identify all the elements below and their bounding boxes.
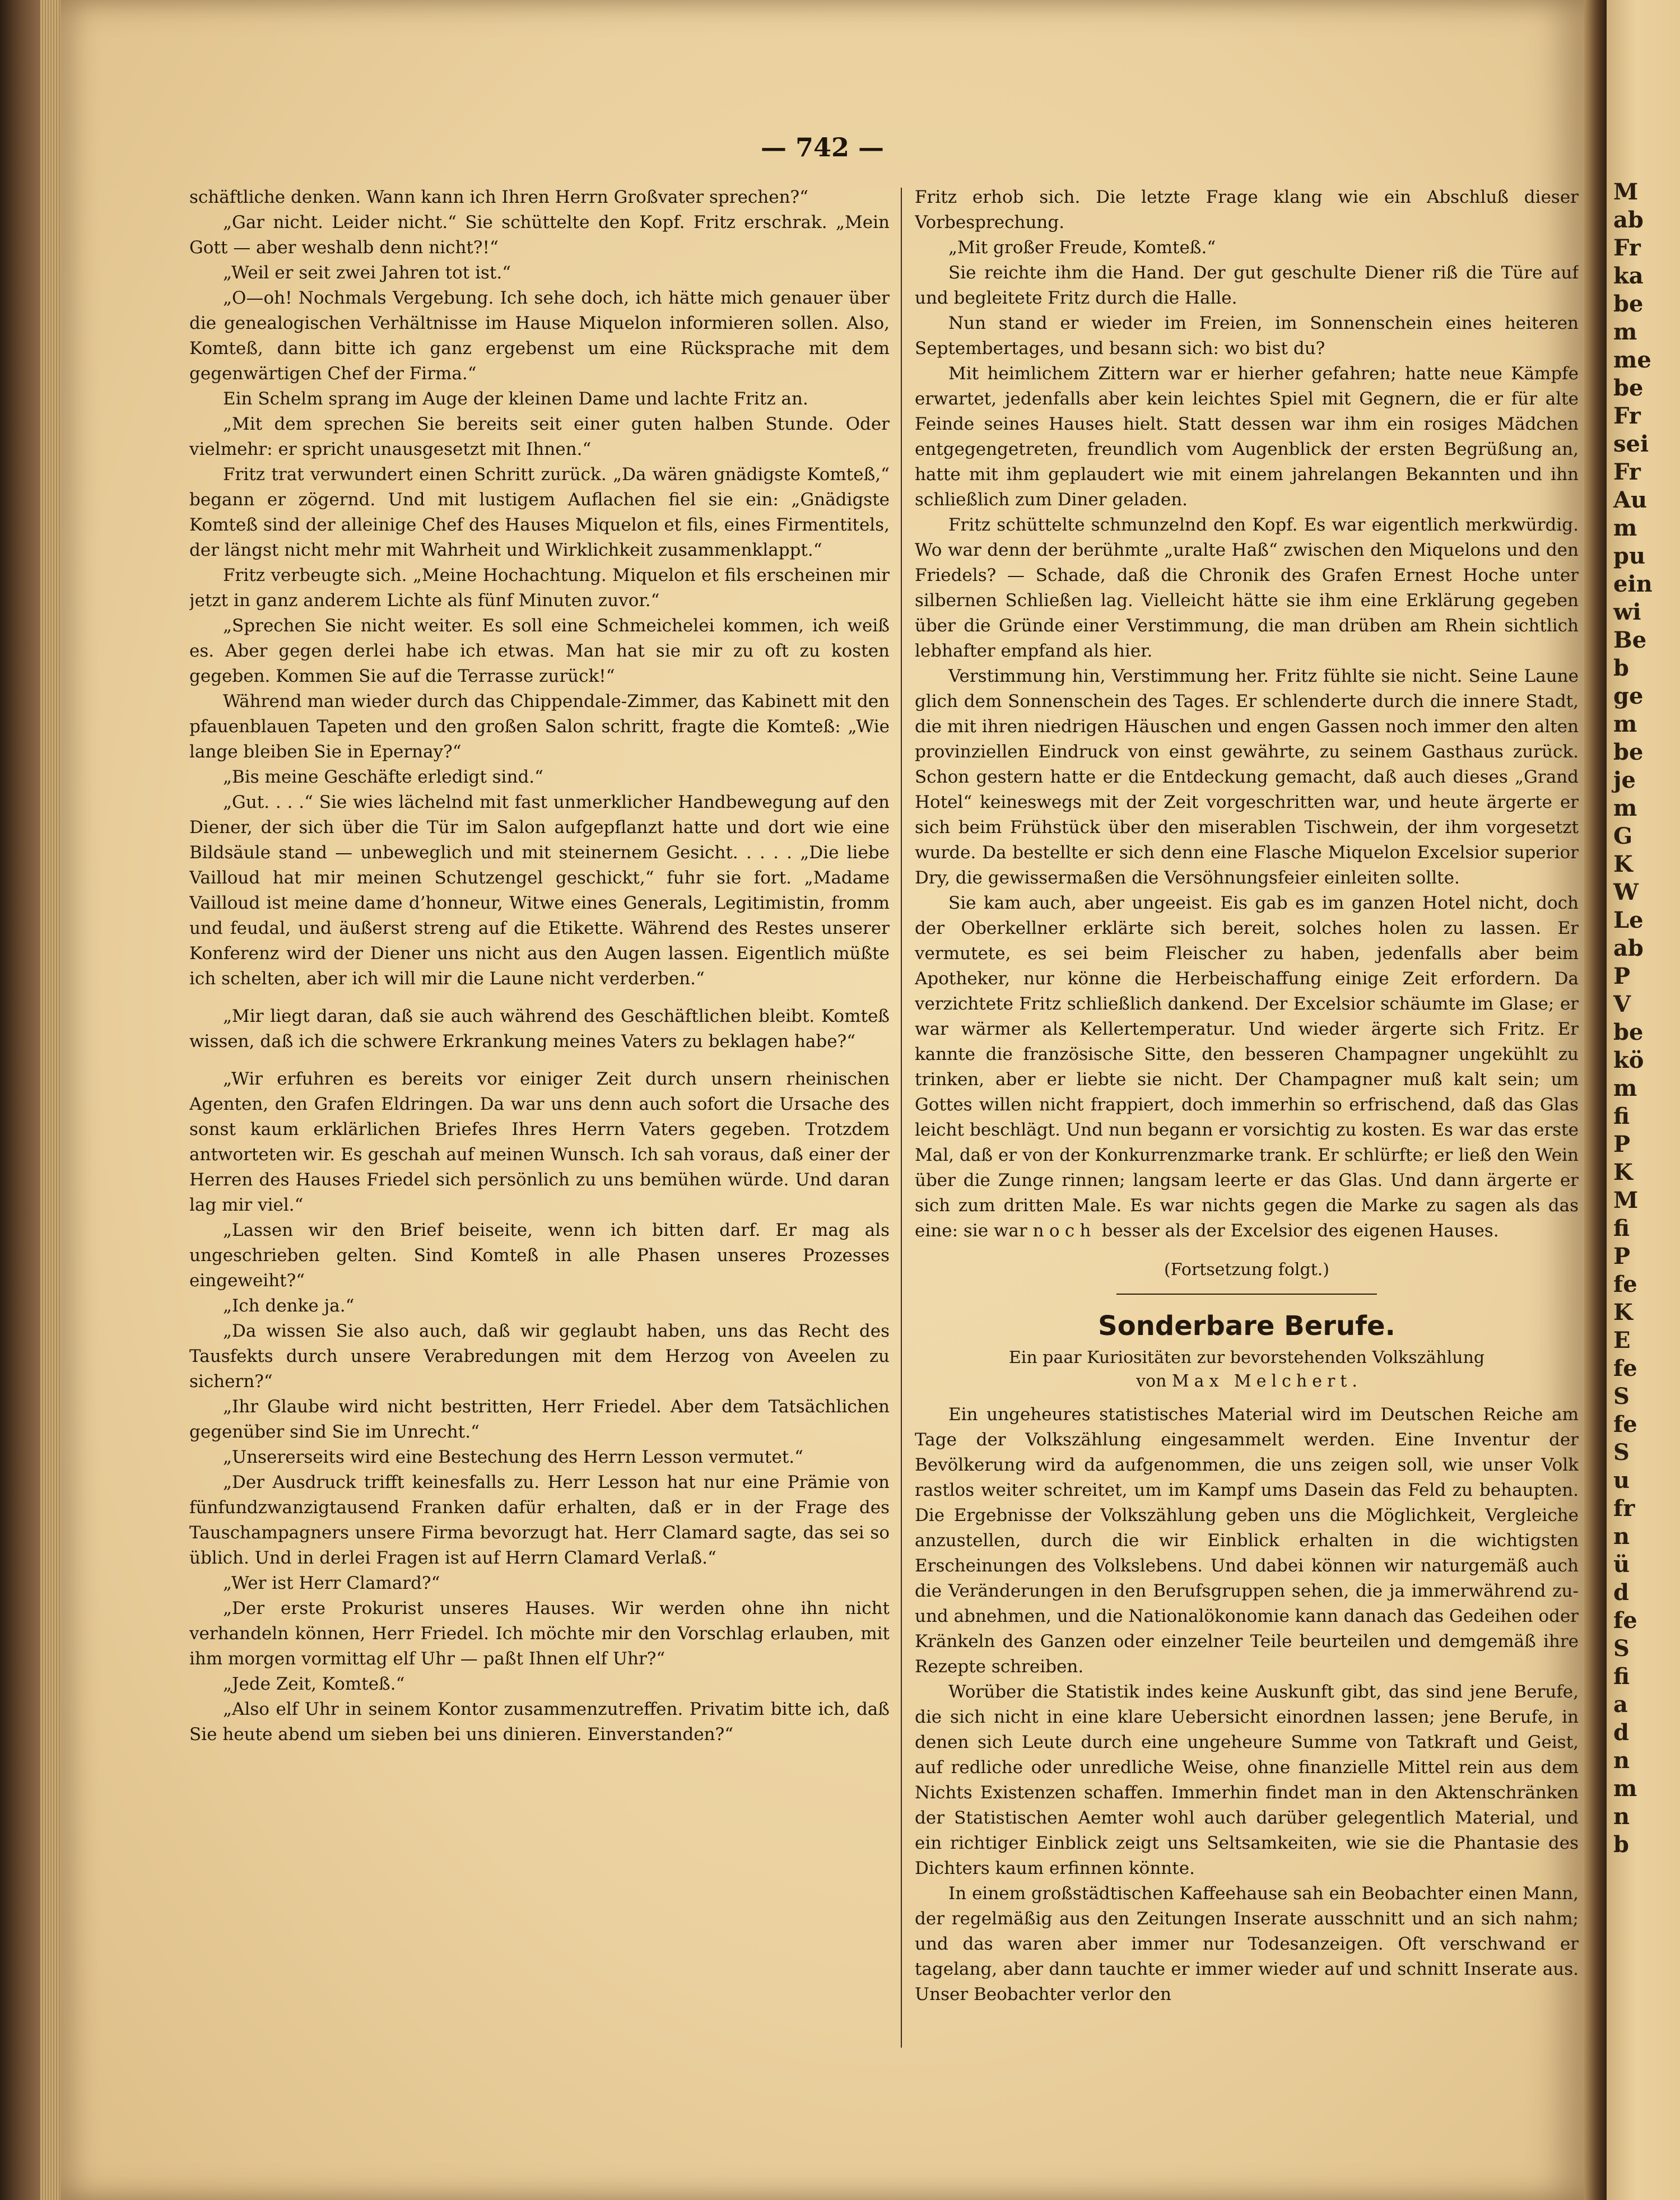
next-page-line-fragment: S <box>1613 1383 1630 1410</box>
page-stack-edge <box>40 0 61 2200</box>
next-page-line-fragment: a <box>1613 1691 1628 1718</box>
byline-suffix: . <box>1352 1371 1357 1391</box>
next-page-line-fragment: K <box>1613 1159 1633 1185</box>
next-page-line-fragment: ka <box>1613 263 1644 289</box>
paragraph-text: Sie kam auch, aber ungeeist. Eis gab es im ganzen Hotel nicht, doch der Oberkellner erklärte sich bereit, solches holen zu lassen. Er vermutete, es sei beim Fleischer zu haben, jedenfalls aber beim Apotheker, nur könne die Herbeischaffung einige Zeit erfordern. Da verzichtete Fritz schließlich dankend. Der Excelsior schäumte im Glase; er war wärmer als Kellertemperatur. Und wieder ärgerte sich Fritz. Er kannte die französische Sitte, den besseren Champagner ungekühlt zu trinken, aber er liebte sie nicht. Der Champagner muß kalt sein; um Gottes willen nicht frappiert, doch immerhin so erfrischend, daß das Glas leicht beschlägt. Und nun begann er vorsichtig zu kosten. Es war das erste Mal, daß er von der Konkurrenzmarke trank. Er schlürfte; er ließ den Wein über die Zunge rinnen; langsam leerte er das Glas. Und dann ärgerte er sich zum dritten Male. Es war nichts gegen die Marke zu sagen als das eine: sie war <box>915 893 1579 1241</box>
left-paragraph: „Sprechen Sie nicht weiter. Es soll eine Schmeichelei kommen, ich weiß es. Aber gegen derlei habe ich etwas. Man hat sie mir zu oft zu kosten gegeben. Kommen Sie auf die Terrasse zurück!“ <box>189 616 890 686</box>
next-page-line-fragment: me <box>1613 347 1651 373</box>
next-page-line-fragment: n <box>1613 1523 1630 1550</box>
left-paragraph: Fritz trat verwundert einen Schritt zurück. „Da wären gnädigste Komteß,“ begann er zögernd. Und mit lustigem Auflachen fiel sie ein: „Gnädigste Komteß sind der alleinige Chef des Hauses Miquelon et fils, eines Firmentitels, der längst nicht mehr mit Wahrheit und Wirklichkeit zusammenklappt.“ <box>189 464 890 560</box>
right-paragraph: Nun stand er wieder im Freien, im Sonnenschein eines heiteren Septembertages, und besann sich: wo bist du? <box>915 313 1579 359</box>
left-paragraph: „Mir liegt daran, daß sie auch während des Geschäftlichen bleibt. Komteß wissen, daß ich die schwere Erkrankung meines Vaters zu beklagen habe?“ <box>189 1006 890 1052</box>
next-page-edge <box>1607 0 1680 2200</box>
left-paragraph: „Wer ist Herr Clamard?“ <box>223 1573 440 1593</box>
next-page-line-fragment: K <box>1613 851 1633 877</box>
next-page-line-fragment: G <box>1613 823 1633 849</box>
left-paragraph: „Da wissen Sie also auch, daß wir geglaubt haben, uns das Recht des Tausfekts durch unsere Verabredungen mit dem Herzog von Aveelen zu sichern?“ <box>189 1321 890 1392</box>
next-page-line-fragment: m <box>1613 1075 1637 1101</box>
byline-prefix: von <box>1136 1371 1167 1391</box>
next-page-line-fragment: b <box>1613 1831 1629 1858</box>
next-page-line-fragment: P <box>1613 1243 1631 1269</box>
next-page-line-fragment: K <box>1613 1299 1633 1325</box>
next-page-line-fragment: P <box>1613 963 1631 989</box>
page-number: — 742 — <box>760 132 885 162</box>
section-divider <box>1116 1294 1377 1295</box>
right-paragraph: Fritz schüttelte schmunzelnd den Kopf. Es war eigentlich merkwürdig. Wo war denn der berühmte „uralte Haß“ zwischen den Miquelons und den Friedels? — Schade, daß die Chronik des Grafen Ernest Hoche unter silbernen Schließen lag. Vielleicht hätte sie ihm eine Erklärung gegeben über die Gründe einer Verstimmung, die man drüben am Rhein sichtlich lebhafter empfand als hier. <box>915 515 1579 661</box>
next-page-line-fragment: fi <box>1613 1103 1630 1129</box>
next-page-line-fragment: b <box>1613 655 1629 681</box>
next-page-line-fragment: Fr <box>1613 235 1641 261</box>
article-paragraph: Ein ungeheures statistisches Material wird im Deutschen Reiche am Tage der Volkszählung eingesammelt werden. Eine Inventur der Bevölkerung wird da aufgenommen, die uns zeigen soll, wie unser Volk rastlos weiter schreitet, um im Kampf ums Dasein das Feld zu behaupten. Die Ergebnisse der Volkszählung geben uns die Möglichkeit, Vergleiche anzustellen, durch die wir Einblick erhalten in die wichtigsten Erscheinungen des Volkslebens. Und dabei können wir naturgemäß auch die Veränderungen in den Berufsgruppen sehen, die ja immerwährend zu- und abnehmen, und die Nationalökonomie kann danach das Gedeihen oder Kränkeln des Ganzen oder einzelner Teile beurteilen und demgemäß ihre Rezepte schreiben. <box>915 1404 1579 1677</box>
left-paragraph: „Unsererseits wird eine Bestechung des Herrn Lesson vermutet.“ <box>223 1447 803 1467</box>
left-paragraph: „Ihr Glaube wird nicht bestritten, Herr Friedel. Aber dem Tatsächlichen gegenüber sind Sie im Unrecht.“ <box>189 1397 890 1442</box>
right-paragraph: Sie reichte ihm die Hand. Der gut geschulte Diener riß die Türe auf und begleitete Fritz durch die Halle. <box>915 263 1579 308</box>
next-page-line-fragment: fi <box>1613 1663 1630 1690</box>
next-page-line-fragment: ab <box>1613 207 1644 233</box>
next-page-line-fragment: n <box>1613 1803 1630 1830</box>
right-column <box>915 185 1579 2129</box>
spaced-emphasis: noch <box>1032 1221 1096 1241</box>
next-page-line-fragment: m <box>1613 515 1637 541</box>
next-page-line-fragment: sei <box>1613 431 1649 457</box>
left-paragraph: schäftliche denken. Wann kann ich Ihren Herrn Großvater sprechen?“ <box>189 187 809 207</box>
next-page-line-fragment: P <box>1613 1131 1631 1157</box>
left-paragraph: Ein Schelm sprang im Auge der kleinen Dame und lachte Fritz an. <box>223 389 808 409</box>
paragraph-text: besser als der Excelsior des eigenen Hauses. <box>1101 1221 1499 1241</box>
next-page-line-fragment: m <box>1613 795 1637 821</box>
next-page-line-fragment: je <box>1613 767 1636 793</box>
next-page-line-fragment: fr <box>1613 1495 1635 1522</box>
next-page-line-fragment: kö <box>1613 1047 1644 1073</box>
continuation-note: (Fortsetzung folgt.) <box>1164 1260 1329 1280</box>
next-page-line-fragment: d <box>1613 1719 1629 1746</box>
next-page-line-fragment: m <box>1613 319 1637 345</box>
next-page-line-fragment: V <box>1613 991 1631 1017</box>
article-title: Sonderbare Berufe. <box>1098 1310 1395 1342</box>
next-page-line-fragment: E <box>1613 1327 1631 1354</box>
next-page-line-fragment: Fr <box>1613 459 1641 485</box>
article-byline <box>915 1370 1579 1393</box>
next-page-line-fragment: be <box>1613 375 1644 401</box>
book-gutter <box>1584 0 1607 2200</box>
next-page-line-fragment: fe <box>1613 1271 1637 1297</box>
left-paragraph: „O—oh! Nochmals Vergebung. Ich sehe doch, ich hätte mich genauer über die genealogischen Verhältnisse im Hause Miquelon informieren sollen. Also, Komteß, dann bitte ich ganz ergebenst um eine Rücksprache mit dem gegenwärtigen Chef der Firma.“ <box>189 288 890 384</box>
left-column <box>189 185 890 2129</box>
next-page-line-fragment: Le <box>1613 907 1644 933</box>
right-paragraph: Fritz erhob sich. Die letzte Frage klang wie ein Abschluß dieser Vorbesprechung. <box>915 187 1579 232</box>
left-paragraph: „Jede Zeit, Komteß.“ <box>223 1674 405 1694</box>
left-paragraph: „Gar nicht. Leider nicht.“ Sie schüttelte den Kopf. Fritz erschrak. „Mein Gott — aber weshalb denn nicht?!“ <box>189 212 890 258</box>
next-page-line-fragment: be <box>1613 1019 1644 1045</box>
right-paragraph: „Mit großer Freude, Komteß.“ <box>948 238 1216 258</box>
next-page-line-fragment: u <box>1613 1467 1630 1494</box>
next-page-line-fragment: ein <box>1613 571 1653 597</box>
next-page-line-fragment: M <box>1613 179 1639 205</box>
article-paragraph: In einem großstädtischen Kaffeehause sah ein Beobachter einen Mann, der regelmäßig aus den Zeitungen Inserate ausschnitt und an sich nahm; und das waren aber immer nur Todesanzeigen. Oft verschwand er tagelang, aber dann tauchte er immer wieder auf und schnitt Inserate aus. Unser Beobachter verlor den <box>915 1883 1579 2004</box>
left-paragraph: Während man wieder durch das Chippendale-Zimmer, das Kabinett mit den pfauenblauen Tapeten und den großen Salon schritt, fragte die Komteß: „Wie lange bleiben Sie in Epernay?“ <box>189 691 890 762</box>
article-subtitle: Ein paar Kuriositäten zur bevorstehenden Volkszählung <box>1008 1348 1485 1368</box>
next-page-line-fragment: fi <box>1613 1215 1630 1241</box>
next-page-line-fragment: m <box>1613 1775 1637 1802</box>
next-page-line-fragment: Au <box>1613 487 1648 513</box>
next-page-line-fragment: ab <box>1613 935 1644 961</box>
next-page-line-fragment: be <box>1613 291 1644 317</box>
next-page-line-fragment: d <box>1613 1579 1629 1606</box>
article-paragraph: Worüber die Statistik indes keine Auskunft gibt, das sind jene Berufe, die sich nicht in eine klare Uebersicht einordnen lassen; jene Berufe, in denen sich Leute durch eine ungeheure Summe von Tatkraft und Geist, auf redliche oder unredliche Weise, ohne finanzielle Mittel rein aus dem Nichts Existenzen schaffen. Immerhin findet man in den Aktenschränken der Statistischen Aemter wohl auch darüber gelegentlich Material, und ein richtiger Einblick zeigt uns Seltsamkeiten, wie sie die Phantasie des Dichters kaum erfinnen könnte. <box>915 1682 1579 1878</box>
next-page-line-fragment: M <box>1613 1187 1639 1213</box>
left-paragraph: „Bis meine Geschäfte erledigt sind.“ <box>223 767 543 787</box>
next-page-line-fragment: S <box>1613 1635 1630 1662</box>
next-page-line-fragment: ü <box>1613 1551 1630 1578</box>
next-page-line-fragment: n <box>1613 1747 1630 1774</box>
right-paragraph: Verstimmung hin, Verstimmung her. Fritz fühlte sie nicht. Seine Laune glich dem Sonnenschein des Tages. Er schlenderte durch die innere Stadt, die mit ihren niedrigen Häuschen und engen Gassen noch immer den alten provinziellen Eindruck von einst gewährte, zu seinem Gasthaus zurück. Schon gestern hatte er die Entdeckung gemacht, daß auch dieses „Grand Hotel“ keineswegs mit der Zeit vorgeschritten war, und heute ärgerte er sich beim Frühstück über den miserablen Tischwein, der ihm vorgesetzt wurde. Da bestellte er sich denn eine Flasche Miquelon Excelsior superior Dry, die gewissermaßen die Versöhnungsfeier einleiten sollte. <box>915 666 1579 888</box>
next-page-line-fragment: fe <box>1613 1355 1637 1382</box>
left-paragraph: „Der erste Prokurist unseres Hauses. Wir werden ohne ihn nicht verhandeln können, Herr Friedel. Ich möchte mir den Vorschlag erlauben, mit ihm morgen vormittag elf Uhr — paßt Ihnen elf Uhr?“ <box>189 1598 890 1669</box>
left-paragraph: „Ich denke ja.“ <box>223 1296 355 1316</box>
column-divider <box>901 188 902 2048</box>
left-paragraph: „Der Ausdruck trifft keinesfalls zu. Herr Lesson hat nur eine Prämie von fünfundzwanzigtausend Franken dafür erhalten, daß er in der Frage des Tauschampagners unsere Firma bevorzugt hat. Herr Clamard sagte, das sei so üblich. Und in derlei Fragen ist auf Herrn Clamard Verlaß.“ <box>189 1472 890 1568</box>
next-page-line-fragment: fe <box>1613 1607 1637 1634</box>
left-paragraph: „Mit dem sprechen Sie bereits seit einer guten halben Stunde. Oder vielmehr: er spricht unausgesetzt mit Ihnen.“ <box>189 414 890 459</box>
next-page-line-fragment: wi <box>1613 599 1641 625</box>
left-paragraph: „Lassen wir den Brief beiseite, wenn ich bitten darf. Er mag als ungeschrieben gelten. Sind Komteß in alle Phasen unseres Prozesses eingeweiht?“ <box>189 1220 890 1291</box>
next-page-line-fragment: Fr <box>1613 403 1641 429</box>
left-paragraph: „Gut. . . .“ Sie wies lächelnd mit fast unmerklicher Handbewegung auf den Diener, der sich über die Tür im Salon aufgepflanzt hatte und dort wie eine Bildsäule stand — unbeweglich und mit steinernem Gesicht. . . . . „Die liebe Vailloud hat mir meinen Schutzengel geschickt,“ fuhr sie fort. „Madame Vailloud ist meine dame d’honneur, Witwe eines Generals, Legitimistin, fromm und feudal, und äußerst streng auf die Etikette. Während des Restes unserer Konferenz wird der Diener uns nicht aus den Augen lassen. Eigentlich müßte ich schelten, aber ich will mir die Laune nicht verderben.“ <box>189 792 890 989</box>
next-page-line-fragment: Be <box>1613 627 1647 653</box>
next-page-line-fragment: ge <box>1613 683 1644 709</box>
next-page-line-fragment: W <box>1613 879 1639 905</box>
next-page-line-fragment: m <box>1613 711 1637 737</box>
right-paragraph: Mit heimlichem Zittern war er hierher gefahren; hatte neue Kämpfe erwartet, jedenfalls aber kein leichtes Spiel mit Gegnern, die er für alte Feinde seines Hauses hielt. Statt dessen war ihm ein rosiges Mädchen entgegengetreten, freundlich vom Augenblick der ersten Begrüßung an, hatte mit ihm geplaudert wie mit einem jahrelangen Bekannten und ihn schließlich zum Diner geladen. <box>915 364 1579 510</box>
newspaper-page <box>61 0 1584 2200</box>
left-paragraph: „Wir erfuhren es bereits vor einiger Zeit durch unsern rheinischen Agenten, den Grafen Eldringen. Da war uns denn auch sofort die Ursache des sonst kaum erklärlichen Briefes Ihres Herrn Vaters gegeben. Trotzdem antworteten wir. Es geschah auf meinen Wunsch. Ich sah voraus, daß einer der Herren des Hauses Friedel sich persönlich zu uns bemühen würde. Und daran lag mir viel.“ <box>189 1069 890 1215</box>
next-page-line-fragment: S <box>1613 1439 1630 1466</box>
next-page-line-fragment: pu <box>1613 543 1646 569</box>
book-spine <box>0 0 40 2200</box>
next-page-line-fragment: be <box>1613 739 1644 765</box>
right-paragraph <box>915 891 1579 1244</box>
left-paragraph: Fritz verbeugte sich. „Meine Hochachtung. Miquelon et fils erscheinen mir jetzt in ganz anderem Lichte als fünf Minuten zuvor.“ <box>189 565 890 611</box>
left-paragraph: „Also elf Uhr in seinem Kontor zusammenzutreffen. Privatim bitte ich, daß Sie heute abend um sieben bei uns dinieren. Einverstanden?“ <box>189 1699 890 1745</box>
left-paragraph: „Weil er seit zwei Jahren tot ist.“ <box>223 263 511 283</box>
article-author: Max Melchert <box>1171 1371 1352 1391</box>
next-page-line-fragment: fe <box>1613 1411 1637 1438</box>
